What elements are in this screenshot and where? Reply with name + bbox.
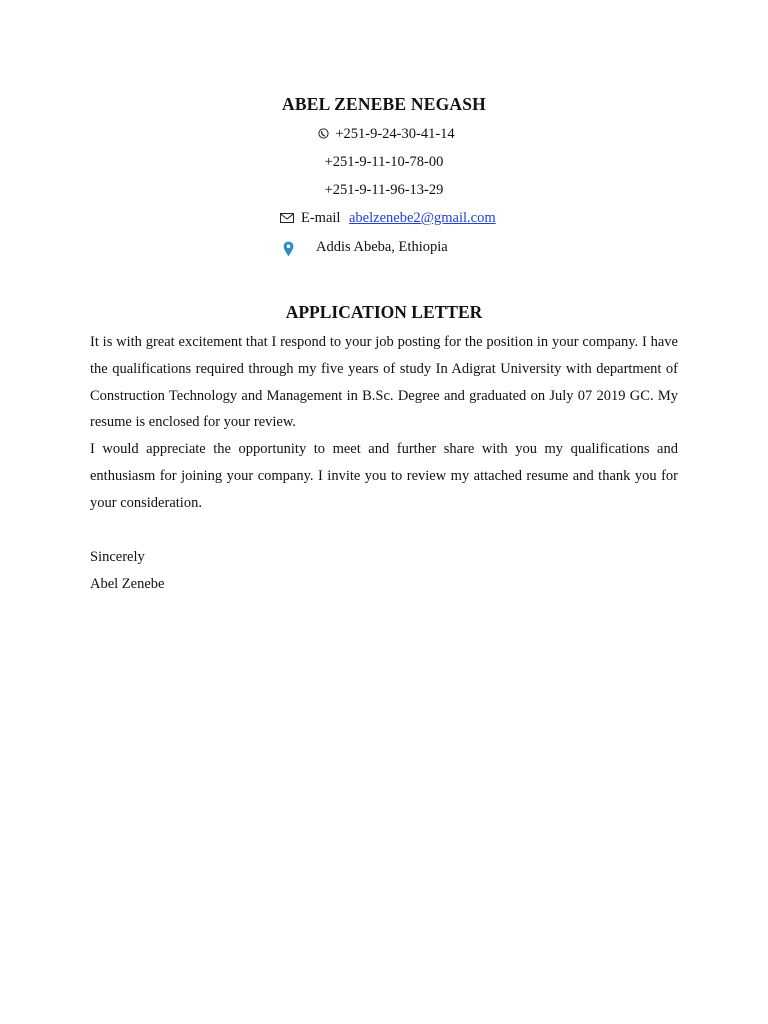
email-line bbox=[0, 204, 768, 232]
phone-line-2 bbox=[0, 148, 768, 176]
phone-number-1: +251-9-24-30-41-14 bbox=[335, 126, 455, 142]
map-pin-icon bbox=[283, 241, 294, 257]
closing-salutation: Sincerely bbox=[90, 549, 145, 565]
phone-icon bbox=[318, 128, 329, 139]
envelope-icon bbox=[280, 213, 294, 223]
applicant-name: ABEL ZENEBE NEGASH bbox=[282, 94, 486, 114]
body-paragraph-2: I would appreciate the opportunity to meet and further share with you my qualifications and enthusiasm for joining your company. I invite you to review my attached resume and thank you for your consideration. bbox=[90, 441, 678, 511]
letter-closing bbox=[90, 544, 164, 598]
location-text: Addis Abeba, Ethiopia bbox=[316, 239, 448, 255]
body-paragraph-1: It is with great excitement that I respond to your job posting for the position in your company. I have the qualifications required through my five years of study In Adigrat University with department of Construction Technology and Management in B.Sc. Degree and graduated on July 07 2019 GC. My resume is enclosed for your review. bbox=[90, 334, 678, 431]
email-label: E-mail bbox=[301, 210, 341, 226]
letter-title: APPLICATION LETTER bbox=[285, 302, 483, 322]
contact-header bbox=[0, 92, 768, 261]
phone-line-1 bbox=[0, 120, 768, 148]
phone-number-2: +251-9-11-10-78-00 bbox=[324, 154, 444, 170]
phone-line-3 bbox=[0, 176, 768, 204]
phone-number-3: +251-9-11-96-13-29 bbox=[324, 182, 444, 198]
signature-name: Abel Zenebe bbox=[90, 576, 165, 592]
location-line bbox=[0, 233, 768, 261]
letter-body bbox=[90, 329, 678, 517]
email-link[interactable]: abelzenebe2@gmail.com bbox=[349, 210, 496, 226]
